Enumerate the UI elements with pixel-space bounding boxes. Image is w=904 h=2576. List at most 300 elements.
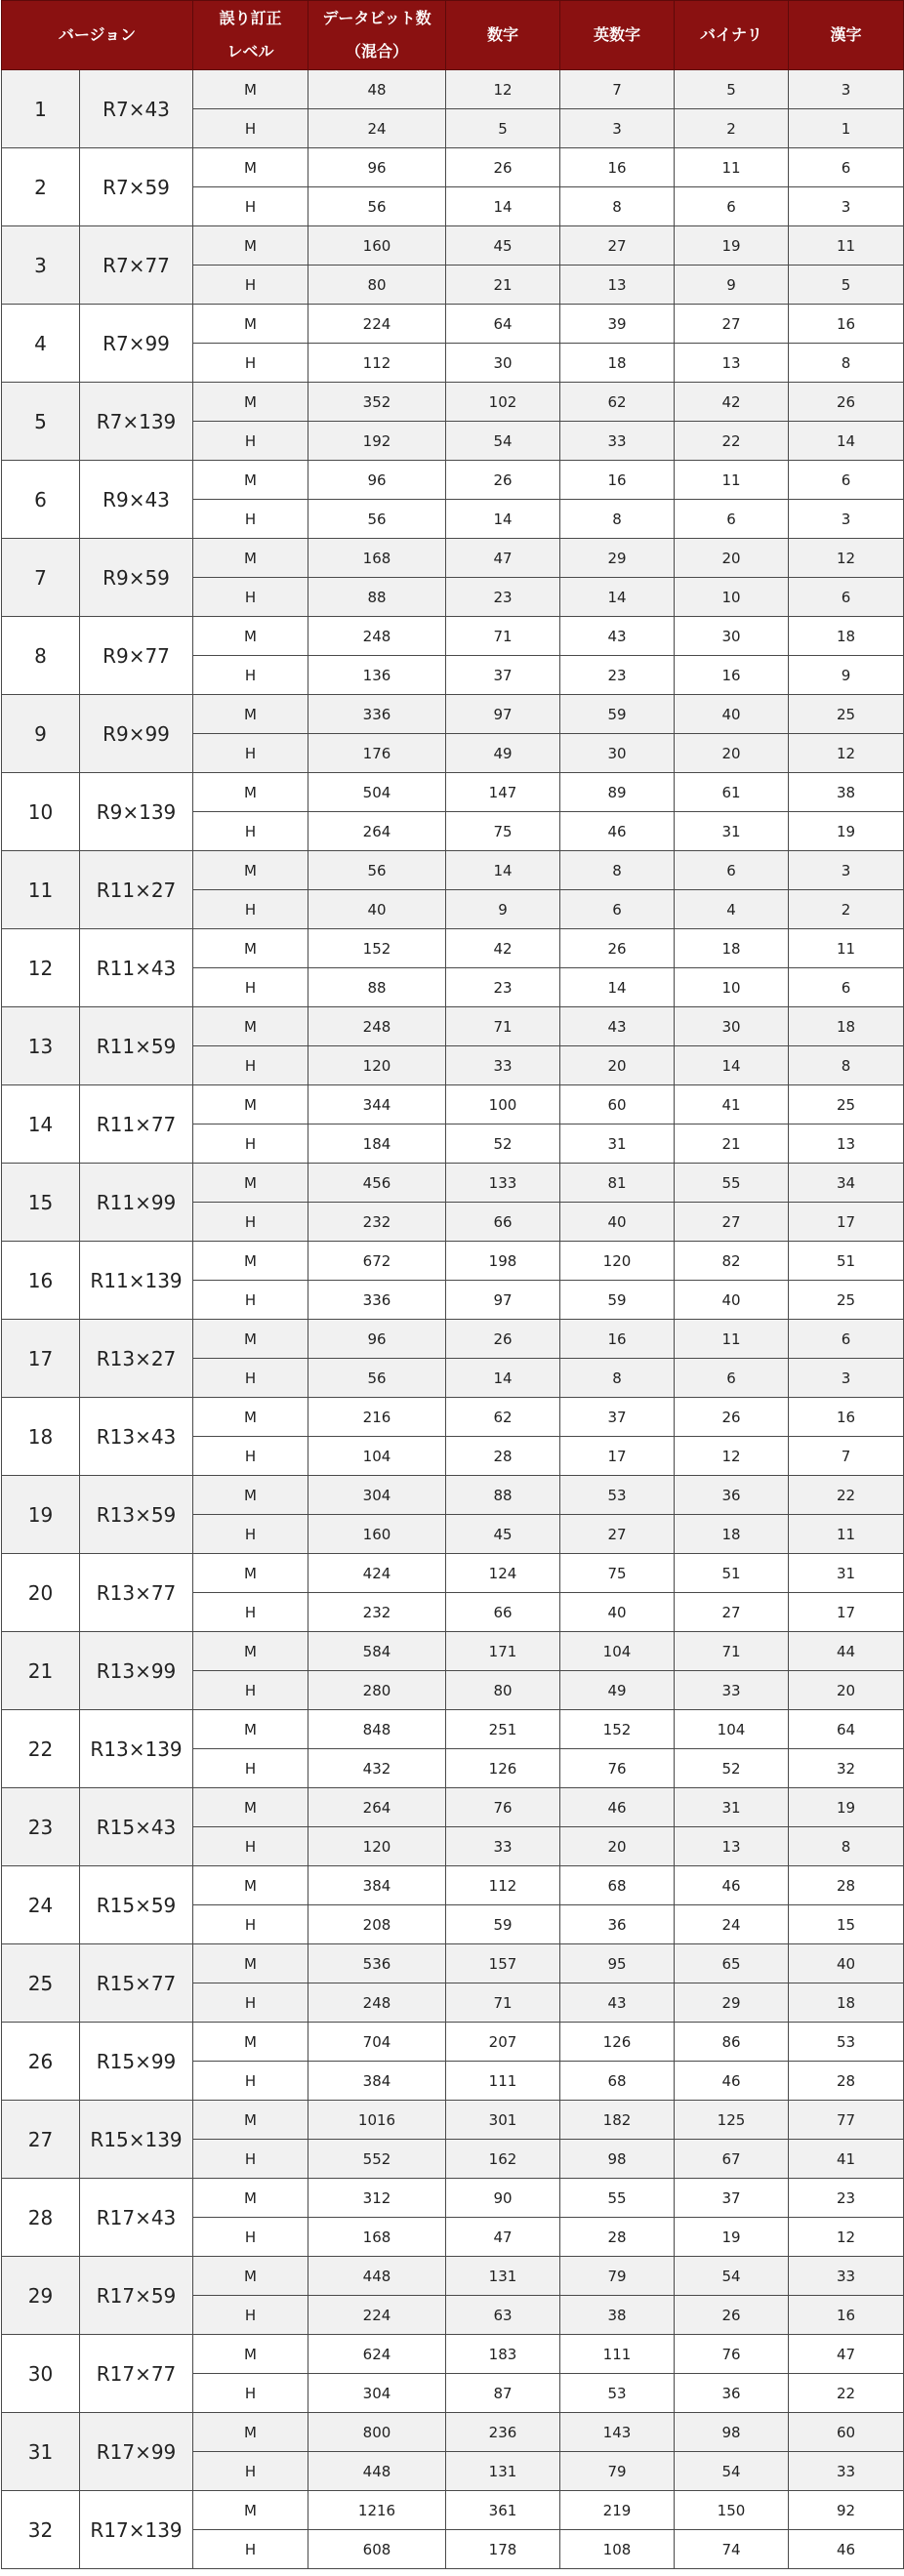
data-bits-cell: 848	[308, 1710, 446, 1749]
alphanumeric-cell: 40	[560, 1203, 675, 1242]
kanji-cell: 16	[789, 2296, 904, 2335]
data-bits-cell: 384	[308, 2062, 446, 2101]
version-number: 4	[2, 305, 80, 383]
alphanumeric-cell: 79	[560, 2452, 675, 2491]
binary-cell: 14	[675, 1046, 789, 1085]
header-alphanumeric: 英数字	[560, 1, 675, 70]
alphanumeric-cell: 43	[560, 617, 675, 656]
kanji-cell: 19	[789, 812, 904, 851]
ec-level-cell: H	[193, 578, 308, 617]
numeric-cell: 49	[446, 734, 560, 773]
numeric-cell: 30	[446, 344, 560, 383]
model-size: R17×139	[80, 2491, 193, 2569]
alphanumeric-cell: 46	[560, 812, 675, 851]
binary-cell: 46	[675, 2062, 789, 2101]
table-row	[2, 1632, 904, 1671]
numeric-cell: 251	[446, 1710, 560, 1749]
numeric-cell: 131	[446, 2452, 560, 2491]
binary-cell: 4	[675, 890, 789, 929]
ec-level-cell: H	[193, 1749, 308, 1788]
ec-level-cell: M	[193, 2257, 308, 2296]
kanji-cell: 34	[789, 1164, 904, 1203]
numeric-cell: 23	[446, 578, 560, 617]
data-bits-cell: 192	[308, 422, 446, 461]
version-number: 1	[2, 70, 80, 148]
alphanumeric-cell: 89	[560, 773, 675, 812]
kanji-cell: 2	[789, 890, 904, 929]
kanji-cell: 22	[789, 2374, 904, 2413]
data-bits-cell: 584	[308, 1632, 446, 1671]
alphanumeric-cell: 14	[560, 968, 675, 1007]
model-size: R9×139	[80, 773, 193, 851]
ec-level-cell: H	[193, 187, 308, 226]
kanji-cell: 20	[789, 1671, 904, 1710]
alphanumeric-cell: 46	[560, 1788, 675, 1827]
kanji-cell: 1	[789, 109, 904, 148]
version-number: 20	[2, 1554, 80, 1632]
kanji-cell: 14	[789, 422, 904, 461]
data-bits-cell: 96	[308, 148, 446, 187]
model-size: R11×59	[80, 1007, 193, 1085]
table-row	[2, 1007, 904, 1046]
alphanumeric-cell: 29	[560, 539, 675, 578]
data-bits-cell: 608	[308, 2530, 446, 2569]
binary-cell: 51	[675, 1554, 789, 1593]
version-number: 26	[2, 2023, 80, 2101]
binary-cell: 104	[675, 1710, 789, 1749]
numeric-cell: 28	[446, 1437, 560, 1476]
model-size: R11×139	[80, 1242, 193, 1320]
numeric-cell: 157	[446, 1944, 560, 1983]
table-row	[2, 1085, 904, 1124]
numeric-cell: 88	[446, 1476, 560, 1515]
alphanumeric-cell: 26	[560, 929, 675, 968]
alphanumeric-cell: 79	[560, 2257, 675, 2296]
data-bits-cell: 264	[308, 1788, 446, 1827]
kanji-cell: 6	[789, 148, 904, 187]
alphanumeric-cell: 152	[560, 1710, 675, 1749]
kanji-cell: 13	[789, 1124, 904, 1164]
ec-level-cell: H	[193, 1203, 308, 1242]
alphanumeric-cell: 33	[560, 422, 675, 461]
alphanumeric-cell: 95	[560, 1944, 675, 1983]
version-number: 10	[2, 773, 80, 851]
data-bits-cell: 88	[308, 968, 446, 1007]
alphanumeric-cell: 75	[560, 1554, 675, 1593]
data-bits-cell: 56	[308, 1359, 446, 1398]
ec-level-cell: H	[193, 2452, 308, 2491]
numeric-cell: 42	[446, 929, 560, 968]
kanji-cell: 11	[789, 1515, 904, 1554]
binary-cell: 18	[675, 1515, 789, 1554]
binary-cell: 21	[675, 1124, 789, 1164]
table-row	[2, 539, 904, 578]
numeric-cell: 14	[446, 187, 560, 226]
data-bits-cell: 424	[308, 1554, 446, 1593]
ec-level-cell: H	[193, 1437, 308, 1476]
alphanumeric-cell: 7	[560, 70, 675, 109]
alphanumeric-cell: 104	[560, 1632, 675, 1671]
ec-level-cell: M	[193, 1554, 308, 1593]
table-row	[2, 70, 904, 109]
kanji-cell: 60	[789, 2413, 904, 2452]
kanji-cell: 28	[789, 2062, 904, 2101]
alphanumeric-cell: 59	[560, 695, 675, 734]
alphanumeric-cell: 39	[560, 305, 675, 344]
version-number: 15	[2, 1164, 80, 1242]
numeric-cell: 75	[446, 812, 560, 851]
kanji-cell: 18	[789, 1983, 904, 2023]
numeric-cell: 5	[446, 109, 560, 148]
data-bits-cell: 152	[308, 929, 446, 968]
data-bits-cell: 104	[308, 1437, 446, 1476]
kanji-cell: 23	[789, 2179, 904, 2218]
alphanumeric-cell: 43	[560, 1983, 675, 2023]
ec-level-cell: H	[193, 968, 308, 1007]
ec-level-cell: H	[193, 1046, 308, 1085]
data-bits-cell: 432	[308, 1749, 446, 1788]
data-bits-cell: 1216	[308, 2491, 446, 2530]
alphanumeric-cell: 20	[560, 1046, 675, 1085]
kanji-cell: 7	[789, 1437, 904, 1476]
ec-level-cell: M	[193, 461, 308, 500]
binary-cell: 71	[675, 1632, 789, 1671]
model-size: R7×139	[80, 383, 193, 461]
binary-cell: 76	[675, 2335, 789, 2374]
alphanumeric-cell: 17	[560, 1437, 675, 1476]
data-bits-cell: 224	[308, 2296, 446, 2335]
binary-cell: 11	[675, 461, 789, 500]
binary-cell: 6	[675, 851, 789, 890]
header-data-bits-line1: データビット数	[322, 9, 431, 27]
binary-cell: 19	[675, 226, 789, 266]
kanji-cell: 64	[789, 1710, 904, 1749]
numeric-cell: 183	[446, 2335, 560, 2374]
binary-cell: 12	[675, 1437, 789, 1476]
ec-level-cell: H	[193, 2296, 308, 2335]
header-version: バージョン	[2, 1, 193, 70]
alphanumeric-cell: 40	[560, 1593, 675, 1632]
kanji-cell: 15	[789, 1905, 904, 1944]
version-number: 23	[2, 1788, 80, 1866]
binary-cell: 86	[675, 2023, 789, 2062]
ec-level-cell: H	[193, 2530, 308, 2569]
alphanumeric-cell: 3	[560, 109, 675, 148]
alphanumeric-cell: 182	[560, 2101, 675, 2140]
numeric-cell: 207	[446, 2023, 560, 2062]
numeric-cell: 178	[446, 2530, 560, 2569]
model-size: R13×99	[80, 1632, 193, 1710]
version-number: 3	[2, 226, 80, 305]
model-size: R13×139	[80, 1710, 193, 1788]
alphanumeric-cell: 76	[560, 1749, 675, 1788]
data-bits-cell: 96	[308, 1320, 446, 1359]
data-bits-cell: 80	[308, 266, 446, 305]
kanji-cell: 3	[789, 187, 904, 226]
alphanumeric-cell: 16	[560, 1320, 675, 1359]
data-bits-cell: 352	[308, 383, 446, 422]
data-bits-cell: 536	[308, 1944, 446, 1983]
kanji-cell: 25	[789, 1281, 904, 1320]
kanji-cell: 3	[789, 1359, 904, 1398]
binary-cell: 31	[675, 1788, 789, 1827]
table-row	[2, 1710, 904, 1749]
numeric-cell: 14	[446, 851, 560, 890]
binary-cell: 13	[675, 1827, 789, 1866]
data-bits-cell: 48	[308, 70, 446, 109]
kanji-cell: 18	[789, 617, 904, 656]
binary-cell: 20	[675, 539, 789, 578]
kanji-cell: 22	[789, 1476, 904, 1515]
ec-level-cell: M	[193, 617, 308, 656]
alphanumeric-cell: 62	[560, 383, 675, 422]
numeric-cell: 23	[446, 968, 560, 1007]
alphanumeric-cell: 43	[560, 1007, 675, 1046]
data-bits-cell: 672	[308, 1242, 446, 1281]
kanji-cell: 17	[789, 1593, 904, 1632]
ec-level-cell: M	[193, 2023, 308, 2062]
model-size: R9×43	[80, 461, 193, 539]
numeric-cell: 66	[446, 1593, 560, 1632]
table-row	[2, 695, 904, 734]
kanji-cell: 8	[789, 1827, 904, 1866]
alphanumeric-cell: 8	[560, 1359, 675, 1398]
kanji-cell: 6	[789, 1320, 904, 1359]
data-bits-cell: 248	[308, 617, 446, 656]
kanji-cell: 3	[789, 70, 904, 109]
binary-cell: 46	[675, 1866, 789, 1905]
binary-cell: 24	[675, 1905, 789, 1944]
data-bits-cell: 160	[308, 1515, 446, 1554]
numeric-cell: 71	[446, 617, 560, 656]
version-number: 19	[2, 1476, 80, 1554]
data-bits-cell: 280	[308, 1671, 446, 1710]
numeric-cell: 126	[446, 1749, 560, 1788]
numeric-cell: 133	[446, 1164, 560, 1203]
version-number: 28	[2, 2179, 80, 2257]
numeric-cell: 90	[446, 2179, 560, 2218]
alphanumeric-cell: 219	[560, 2491, 675, 2530]
ec-level-cell: M	[193, 148, 308, 187]
numeric-cell: 47	[446, 2218, 560, 2257]
ec-level-cell: H	[193, 500, 308, 539]
table-row	[2, 2491, 904, 2530]
alphanumeric-cell: 14	[560, 578, 675, 617]
numeric-cell: 236	[446, 2413, 560, 2452]
data-bits-cell: 120	[308, 1827, 446, 1866]
header-data-bits-line2: （混合）	[345, 42, 408, 61]
data-bits-cell: 248	[308, 1983, 446, 2023]
data-bits-cell: 448	[308, 2452, 446, 2491]
model-size: R11×77	[80, 1085, 193, 1164]
table-row	[2, 383, 904, 422]
kanji-cell: 8	[789, 1046, 904, 1085]
alphanumeric-cell: 8	[560, 500, 675, 539]
alphanumeric-cell: 20	[560, 1827, 675, 1866]
kanji-cell: 3	[789, 851, 904, 890]
numeric-cell: 26	[446, 461, 560, 500]
model-size: R15×43	[80, 1788, 193, 1866]
ec-level-cell: H	[193, 1905, 308, 1944]
data-bits-cell: 96	[308, 461, 446, 500]
ec-level-cell: H	[193, 1281, 308, 1320]
version-number: 13	[2, 1007, 80, 1085]
data-bits-cell: 112	[308, 344, 446, 383]
model-size: R13×27	[80, 1320, 193, 1398]
ec-level-cell: H	[193, 1671, 308, 1710]
numeric-cell: 124	[446, 1554, 560, 1593]
data-bits-cell: 184	[308, 1124, 446, 1164]
kanji-cell: 17	[789, 1203, 904, 1242]
data-bits-cell: 88	[308, 578, 446, 617]
alphanumeric-cell: 108	[560, 2530, 675, 2569]
data-bits-cell: 344	[308, 1085, 446, 1124]
binary-cell: 40	[675, 1281, 789, 1320]
data-bits-cell: 208	[308, 1905, 446, 1944]
alphanumeric-cell: 53	[560, 1476, 675, 1515]
version-number: 6	[2, 461, 80, 539]
data-bits-cell: 224	[308, 305, 446, 344]
binary-cell: 27	[675, 305, 789, 344]
data-bits-cell: 384	[308, 1866, 446, 1905]
numeric-cell: 59	[446, 1905, 560, 1944]
numeric-cell: 26	[446, 148, 560, 187]
kanji-cell: 12	[789, 2218, 904, 2257]
version-number: 31	[2, 2413, 80, 2491]
ec-level-cell: M	[193, 1007, 308, 1046]
ec-level-cell: H	[193, 1983, 308, 2023]
ec-level-cell: H	[193, 1593, 308, 1632]
table-row	[2, 1554, 904, 1593]
alphanumeric-cell: 31	[560, 1124, 675, 1164]
ec-level-cell: H	[193, 2218, 308, 2257]
alphanumeric-cell: 126	[560, 2023, 675, 2062]
version-number: 8	[2, 617, 80, 695]
alphanumeric-cell: 120	[560, 1242, 675, 1281]
ec-level-cell: H	[193, 422, 308, 461]
version-number: 7	[2, 539, 80, 617]
alphanumeric-cell: 68	[560, 2062, 675, 2101]
numeric-cell: 45	[446, 226, 560, 266]
kanji-cell: 47	[789, 2335, 904, 2374]
kanji-cell: 12	[789, 734, 904, 773]
numeric-cell: 80	[446, 1671, 560, 1710]
table-row	[2, 226, 904, 266]
ec-level-cell: M	[193, 1710, 308, 1749]
model-size: R15×77	[80, 1944, 193, 2023]
table-row	[2, 1164, 904, 1203]
binary-cell: 13	[675, 344, 789, 383]
kanji-cell: 44	[789, 1632, 904, 1671]
ec-level-cell: H	[193, 344, 308, 383]
binary-cell: 36	[675, 1476, 789, 1515]
alphanumeric-cell: 38	[560, 2296, 675, 2335]
alphanumeric-cell: 16	[560, 148, 675, 187]
model-size: R17×43	[80, 2179, 193, 2257]
numeric-cell: 131	[446, 2257, 560, 2296]
ec-level-cell: M	[193, 1632, 308, 1671]
binary-cell: 18	[675, 929, 789, 968]
numeric-cell: 14	[446, 1359, 560, 1398]
numeric-cell: 100	[446, 1085, 560, 1124]
data-bits-cell: 136	[308, 656, 446, 695]
version-number: 17	[2, 1320, 80, 1398]
numeric-cell: 52	[446, 1124, 560, 1164]
capacity-table	[1, 0, 904, 2569]
model-size: R7×43	[80, 70, 193, 148]
ec-level-cell: M	[193, 773, 308, 812]
table-row	[2, 1242, 904, 1281]
binary-cell: 55	[675, 1164, 789, 1203]
numeric-cell: 71	[446, 1983, 560, 2023]
binary-cell: 52	[675, 1749, 789, 1788]
version-number: 11	[2, 851, 80, 929]
data-bits-cell: 448	[308, 2257, 446, 2296]
numeric-cell: 62	[446, 1398, 560, 1437]
version-number: 29	[2, 2257, 80, 2335]
numeric-cell: 97	[446, 1281, 560, 1320]
data-bits-cell: 120	[308, 1046, 446, 1085]
table-row	[2, 773, 904, 812]
ec-level-cell: M	[193, 383, 308, 422]
table-row	[2, 1944, 904, 1983]
ec-level-cell: M	[193, 1476, 308, 1515]
table-row	[2, 1476, 904, 1515]
alphanumeric-cell: 36	[560, 1905, 675, 1944]
data-bits-cell: 168	[308, 539, 446, 578]
data-bits-cell: 160	[308, 226, 446, 266]
ec-level-cell: H	[193, 656, 308, 695]
ec-level-cell: H	[193, 1124, 308, 1164]
data-bits-cell: 56	[308, 500, 446, 539]
model-size: R11×99	[80, 1164, 193, 1242]
binary-cell: 42	[675, 383, 789, 422]
alphanumeric-cell: 27	[560, 226, 675, 266]
kanji-cell: 6	[789, 968, 904, 1007]
binary-cell: 2	[675, 109, 789, 148]
version-number: 30	[2, 2335, 80, 2413]
model-size: R17×59	[80, 2257, 193, 2335]
table-row	[2, 2023, 904, 2062]
kanji-cell: 5	[789, 266, 904, 305]
model-size: R17×77	[80, 2335, 193, 2413]
alphanumeric-cell: 59	[560, 1281, 675, 1320]
kanji-cell: 16	[789, 1398, 904, 1437]
data-bits-cell: 232	[308, 1593, 446, 1632]
binary-cell: 11	[675, 148, 789, 187]
kanji-cell: 92	[789, 2491, 904, 2530]
model-size: R15×139	[80, 2101, 193, 2179]
binary-cell: 9	[675, 266, 789, 305]
numeric-cell: 12	[446, 70, 560, 109]
alphanumeric-cell: 37	[560, 1398, 675, 1437]
alphanumeric-cell: 81	[560, 1164, 675, 1203]
version-number: 32	[2, 2491, 80, 2569]
data-bits-cell: 1016	[308, 2101, 446, 2140]
numeric-cell: 33	[446, 1046, 560, 1085]
data-bits-cell: 56	[308, 187, 446, 226]
version-number: 5	[2, 383, 80, 461]
alphanumeric-cell: 68	[560, 1866, 675, 1905]
numeric-cell: 71	[446, 1007, 560, 1046]
ec-level-cell: M	[193, 1788, 308, 1827]
numeric-cell: 198	[446, 1242, 560, 1281]
binary-cell: 37	[675, 2179, 789, 2218]
kanji-cell: 6	[789, 578, 904, 617]
data-bits-cell: 312	[308, 2179, 446, 2218]
kanji-cell: 12	[789, 539, 904, 578]
header-numeric: 数字	[446, 1, 560, 70]
